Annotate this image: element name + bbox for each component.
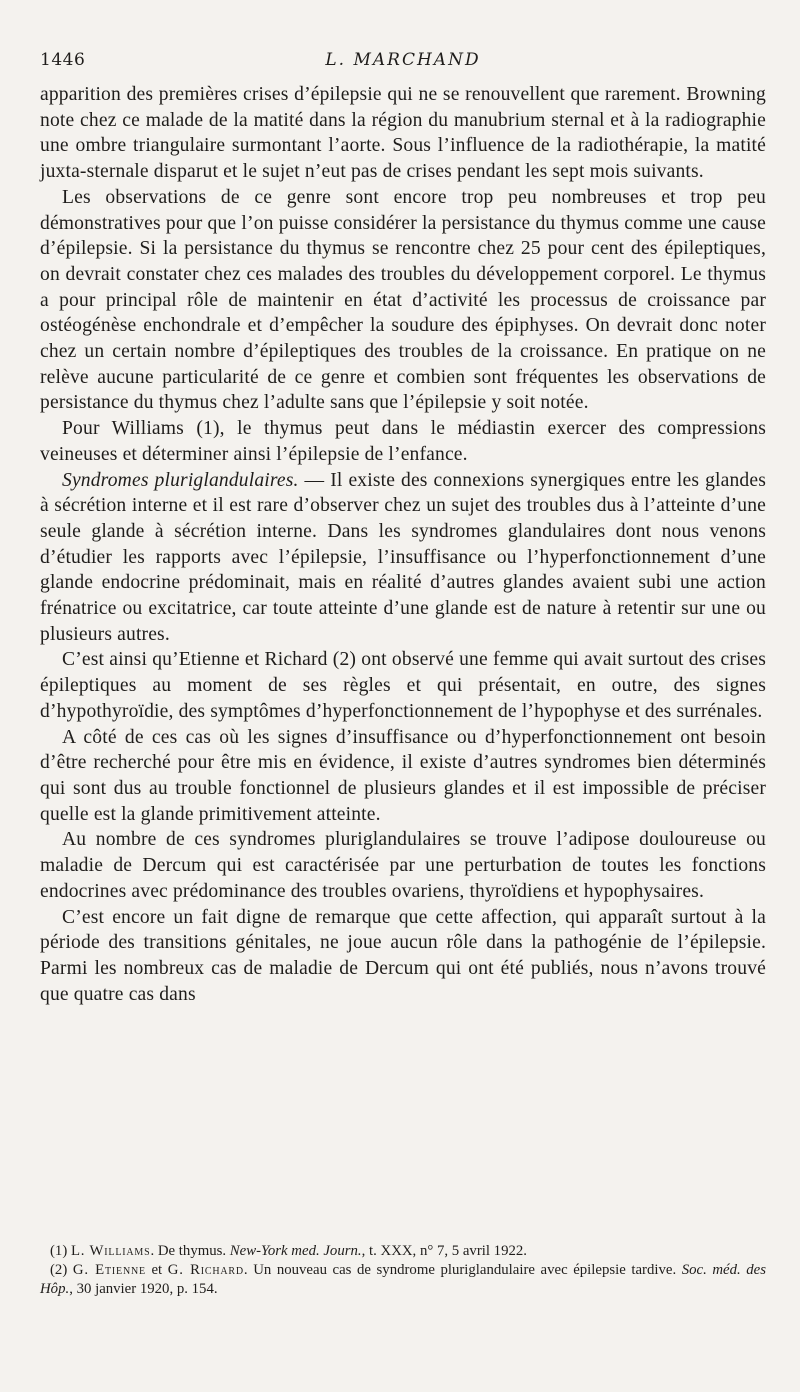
text-run: C’est encore un fait digne de remarque que cette affection, qui apparaît surtout à la période des transitions génitales, ne joue aucun rôle dans la pathogénie de l’épilepsie. Parmi les nombreux cas de maladie de Dercum qui ont été publiés, nous n’avons trouvé que quatre cas dans	[40, 906, 766, 1005]
running-head: L. MARCHAND	[325, 50, 481, 70]
text-run: Pour Williams (1), le thymus peut dans le médiastin exercer des compressions veineuses et déterminer ainsi l’épilepsie de l’enfance.	[40, 418, 766, 465]
text-run: — Il existe des connexions synergiques entre les glandes à sécrétion interne et il est rare d’observer chez un sujet des troubles dus à l’atteinte d’une seule glande à sécrétion interne. Dans les syndromes glandulaires dont nous venons d’étudier les rapports avec l’épilepsie, l’insuffisance ou l’hyperfonctionnement d’une glande endocrine prédominait, mais en réalité d’autres glandes avaient subi une action frénatrice ou excitatrice, car toute atteinte d’une glande est de nature à retentir sur une ou plusieurs autres.	[40, 469, 766, 645]
text-run: C’est ainsi qu’Etienne et Richard (2) ont observé une femme qui avait surtout des crises épileptiques au moment de ses règles et qui présentait, en outre, des signes d’hypothyroïdie, des symptômes d’hyperfonctionnement de l’hypophyse et des surrénales.	[40, 649, 766, 722]
text-run: , t. XXX, n° 7, 5 avril 1922.	[361, 1243, 527, 1259]
text-run: (1)	[50, 1243, 71, 1259]
paragraph	[40, 416, 766, 467]
text-run: Les observations de ce genre sont encore trop peu nombreuses et trop peu démonstratives pour que l’on puisse considérer la persistance du thymus comme une cause d’épilepsie. Si la persistance du thymus se rencontre chez 25 pour cent des épileptiques, on devrait constater chez ces malades des troubles du développement corporel. Le thymus a pour principal rôle de maintenir en état d’activité les processus de croissance par ostéogénèse enchondrale et d’empêcher la soudure des épiphyses. On devrait donc noter chez un certain nombre d’épileptiques des troubles de la croissance. En pratique on ne relève aucune particularité de ce genre et combien sont fréquentes les observations de persistance du thymus chez l’adulte sans que l’épilepsie y soit notée.	[40, 186, 766, 414]
text-run: . Un nouveau cas de syndrome pluriglandulaire avec épilepsie tardive.	[243, 1262, 682, 1278]
paragraph	[40, 905, 766, 1008]
footnote	[40, 1261, 766, 1299]
footnotes	[40, 1242, 766, 1299]
text-run: et	[145, 1262, 168, 1278]
page-number: 1446	[40, 50, 86, 70]
text-run: apparition des premières crises d’épilepsie qui ne se renouvellent que rarement. Browning note chez ce malade de la matité dans la région du manubrium sternal et à la radiographie une ombre triangulaire surmontant l’aorte. Sous l’influence de la radiothérapie, la matité juxta-sternale disparut et le sujet n’eut pas de crises pendant les sept mois suivants.	[40, 84, 766, 183]
text-run: (2)	[50, 1262, 73, 1278]
paragraph	[40, 647, 766, 724]
author-name: G. Etienne	[72, 1262, 146, 1278]
text-run: A côté de ces cas où les signes d’insuffisance ou d’hyperfonctionnement ont besoin d’être recherché pour être mis en évidence, il existe d’autres syndromes bien déterminés qui sont dus au trouble fonctionnel de plusieurs glandes et il est impossible de préciser quelle est la glande primitivement atteinte.	[40, 726, 766, 825]
italic-text: New-York med. Journ.	[229, 1243, 362, 1259]
paragraph	[40, 725, 766, 828]
author-name: G. Richard	[167, 1262, 244, 1278]
text-run: , 30 janvier 1920, p. 154.	[69, 1281, 218, 1297]
author-name: L. Williams	[70, 1243, 151, 1259]
paragraph	[40, 82, 766, 185]
body-text	[40, 82, 766, 1007]
text-run: Au nombre de ces syndromes pluriglandulaires se trouve l’adipose douloureuse ou maladie de Dercum qui est caractérisée par une perturbation de toutes les fonctions endocrines avec prédominance des troubles ovariens, thyroïdiens et hypophysaires.	[40, 829, 766, 902]
paragraph	[40, 827, 766, 904]
footnote	[40, 1242, 766, 1261]
page-header	[40, 44, 766, 78]
paragraph	[40, 468, 766, 648]
italic-text: Soc. méd. des Hôp.	[40, 1262, 766, 1297]
paragraph	[40, 185, 766, 416]
italic-text: Syndromes pluriglandulaires.	[62, 469, 299, 491]
text-run: . De thymus.	[150, 1243, 230, 1259]
